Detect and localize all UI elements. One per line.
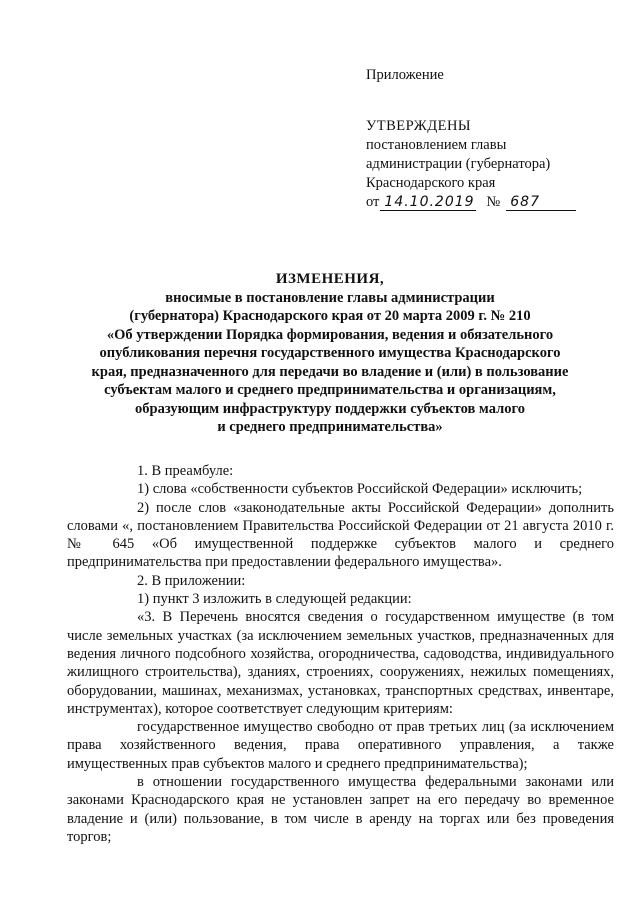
title-line-8: и среднего предпринимательства» [217,419,443,435]
title-main: ИЗМЕНЕНИЯ, [275,271,385,287]
title-line-7: образующим инфраструктуру поддержки субъектов малого [135,400,525,417]
body-paragraph-2: 1) слова «собственности субъектов Российской Федерации» исключить; [137,481,583,498]
body-paragraph-5: 1) пункт 3 изложить в следующей редакции: [137,591,412,608]
approved-line-2: администрации (губернатора) [366,156,551,172]
body-paragraph-8: в отношении государственного имущества федеральными законами или законами Краснодарского края не установлен запрет на его передачу во временное владение и (или) пользование, в том числе в аренду на торгах или без проведения торгов; [67,774,614,845]
title-line-1: вносимые в постановление главы администрации [165,289,495,306]
appendix-label: Приложение [366,67,444,83]
body-paragraph-4: 2. В приложении: [137,572,246,589]
approval-stamp [366,117,576,212]
body-paragraph-7: государственное имущество свободно от прав третьих лиц (за исключением права хозяйственного ведения, права оперативного управления, а также имущественных прав субъектов малого и среднего предпринимательства); [67,719,614,772]
date-prefix: от [366,194,380,210]
title-line-2: (губернатора) Краснодарского края от 20 марта 2009 г. № 210 [129,308,531,324]
approved-title: УТВЕРЖДЕНЫ [366,118,472,134]
body-paragraph-3: 2) после слов «законодательные акты Российской Федерации» дополнить словами «, постановлением Правительства Российской Федерации от 21 августа 2010 г. № 645 «Об имущественной поддержке субъектов малого и среднего предпринимательства при предоставлении федерального имущества». [67,499,614,571]
number-sign: № [486,194,501,210]
document-body [67,462,614,846]
approved-line-1: постановлением главы [366,137,507,153]
handwritten-number: 687 [506,194,576,211]
date-number-line [366,193,576,212]
body-paragraph-6: «3. В Перечень вносятся сведения о государственном имуществе (в том числе земельных участках (за исключением земельных участков, предназначенных для ведения личного подсобного хозяйства, огородничества, садоводства, индивидуального жилищного строительства), зданиях, строениях, сооружениях, нежилых помещениях, оборудовании, машинах, механизмах, установках, транспортных средствах, инвентаре, инструментах), которое соответствует следующим критериям: [67,609,614,717]
title-line-6: субъектам малого и среднего предпринимательства и организациям, [104,382,556,398]
document-title [60,270,600,437]
title-line-5: края, предназначенного для передачи во владение и (или) в пользование [91,363,569,380]
approved-line-3: Краснодарского края [366,175,496,191]
title-line-4: опубликования перечня государственного имущества Краснодарского [99,345,561,361]
handwritten-date: 14.10.2019 [380,194,476,211]
body-paragraph-1: 1. В преамбуле: [137,463,234,479]
title-line-3: «Об утверждении Порядка формирования, ведения и обязательного [106,326,554,343]
